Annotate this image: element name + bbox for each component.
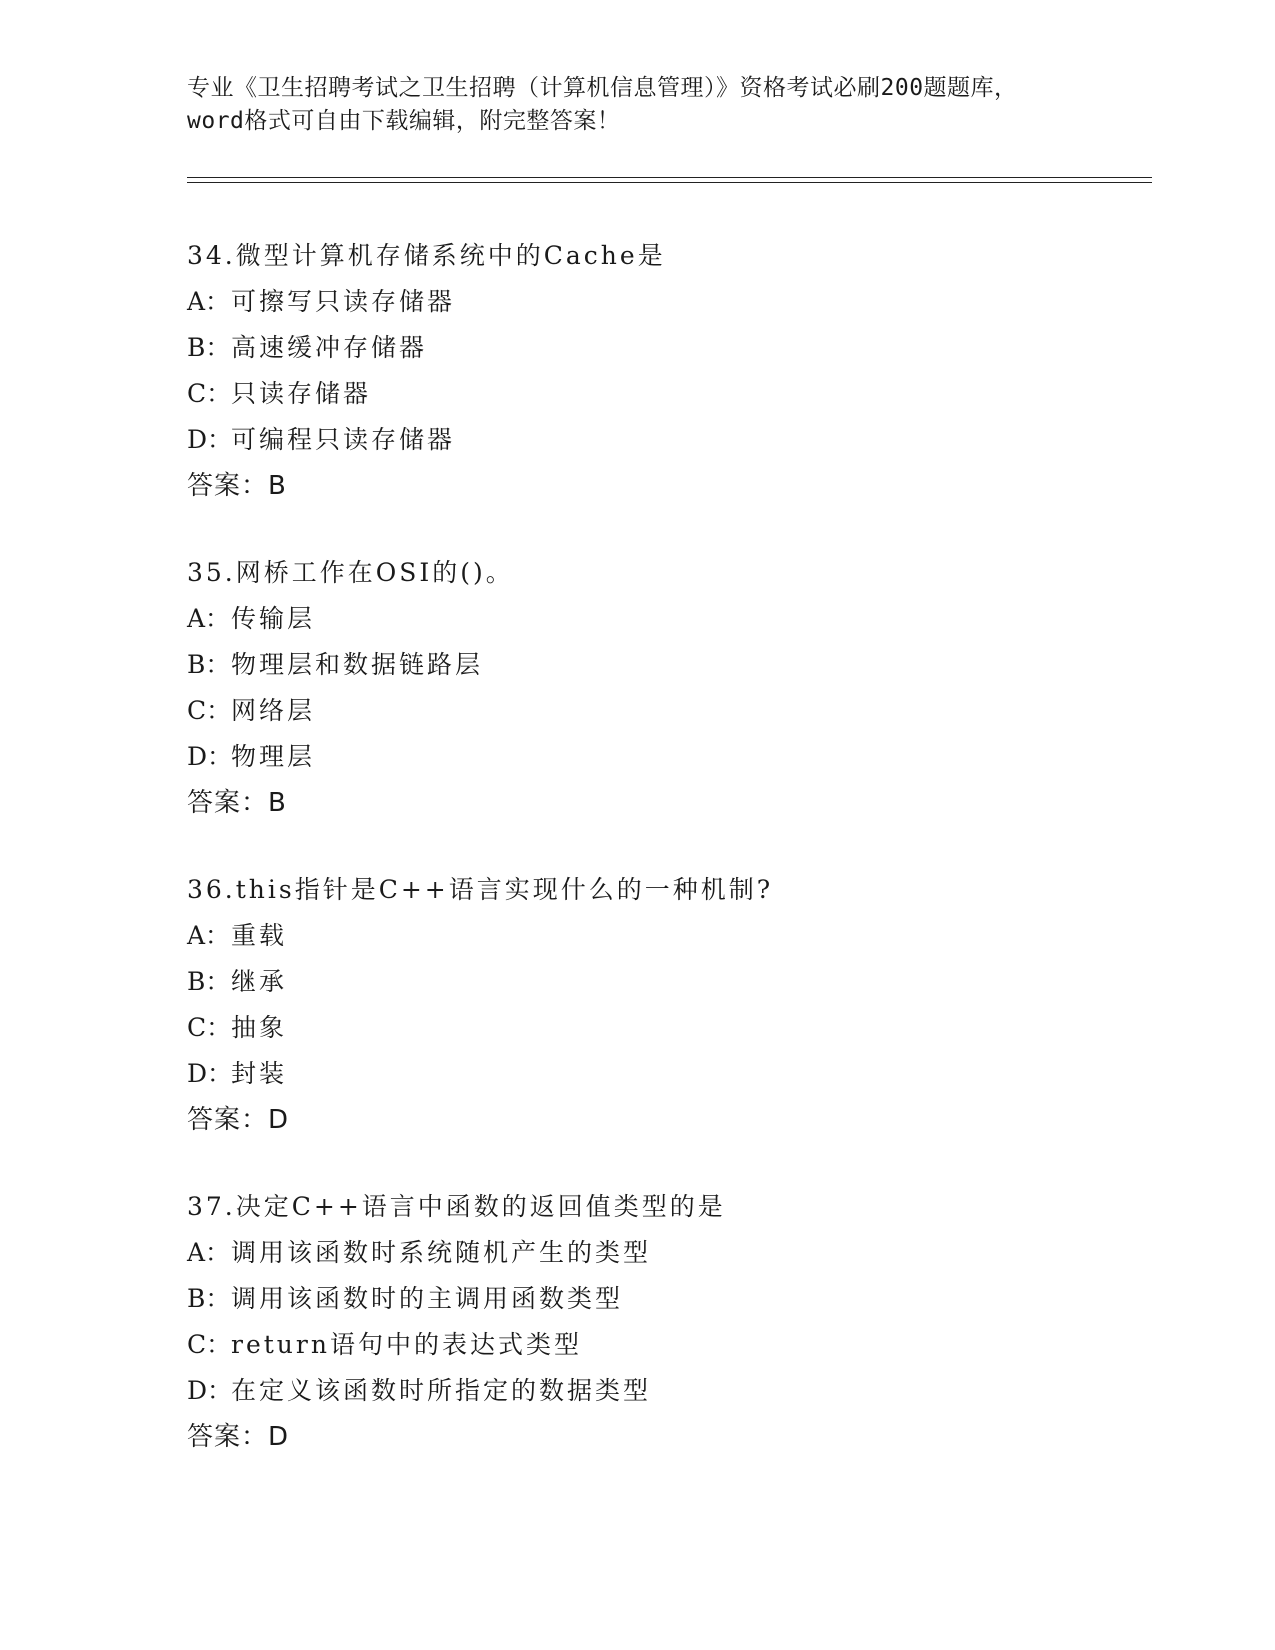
header-line-1: 专业《卫生招聘考试之卫生招聘（计算机信息管理）》资格考试必刷200题题库， (187, 75, 1018, 101)
option-text: 传输层 (231, 604, 316, 633)
option-letter: D： (187, 1059, 233, 1088)
option-d (187, 1368, 1147, 1414)
option-d (187, 417, 1147, 463)
option-c (187, 1005, 1147, 1051)
answer-key: 答案：D (187, 1105, 290, 1135)
option-text: 抽象 (231, 1013, 288, 1042)
option-text: 封装 (231, 1059, 288, 1088)
option-c (187, 688, 1147, 734)
option-d (187, 734, 1147, 780)
option-c (187, 1322, 1147, 1368)
option-d (187, 1051, 1147, 1097)
option-a (187, 913, 1147, 959)
option-a (187, 596, 1147, 642)
option-letter: C： (187, 379, 232, 408)
option-letter: C： (187, 1013, 232, 1042)
option-b (187, 325, 1147, 371)
question-35 (187, 550, 1147, 826)
option-text: 重载 (231, 921, 288, 950)
option-b (187, 1276, 1147, 1322)
answer-key: 答案：B (187, 788, 287, 818)
option-text: 调用该函数时的主调用函数类型 (231, 1284, 624, 1313)
option-letter: D： (187, 1376, 233, 1405)
option-text: 只读存储器 (231, 379, 372, 408)
option-letter: D： (187, 425, 233, 454)
answer-key: 答案：B (187, 471, 287, 501)
option-letter: A： (187, 1238, 231, 1267)
option-letter: D： (187, 742, 233, 771)
question-stem: 36.this指针是C++语言实现什么的一种机制? (187, 875, 774, 904)
option-text: 物理层和数据链路层 (231, 650, 484, 679)
option-text: 调用该函数时系统随机产生的类型 (231, 1238, 652, 1267)
option-text: return语句中的表达式类型 (231, 1330, 582, 1359)
option-a (187, 1230, 1147, 1276)
option-b (187, 642, 1147, 688)
option-text: 高速缓冲存储器 (231, 333, 428, 362)
option-letter: C： (187, 1330, 232, 1359)
document-header (187, 72, 1087, 138)
option-letter: A： (187, 287, 231, 316)
question-stem: 37.决定C++语言中函数的返回值类型的是 (187, 1192, 726, 1221)
option-text: 物理层 (231, 742, 316, 771)
option-text: 可编程只读存储器 (231, 425, 456, 454)
header-divider-top (187, 177, 1152, 178)
answer-key: 答案：D (187, 1422, 290, 1452)
option-letter: A： (187, 604, 231, 633)
question-stem: 35.网桥工作在OSI的()。 (187, 558, 514, 587)
option-text: 可擦写只读存储器 (231, 287, 456, 316)
option-text: 继承 (231, 967, 288, 996)
option-c (187, 371, 1147, 417)
question-stem: 34.微型计算机存储系统中的Cache是 (187, 241, 666, 270)
option-a (187, 279, 1147, 325)
option-letter: B： (187, 650, 231, 679)
question-34 (187, 233, 1147, 509)
option-letter: B： (187, 1284, 231, 1313)
option-text: 网络层 (231, 696, 316, 725)
option-letter: C： (187, 696, 232, 725)
option-letter: A： (187, 921, 231, 950)
option-b (187, 959, 1147, 1005)
option-text: 在定义该函数时所指定的数据类型 (231, 1376, 652, 1405)
question-list (187, 233, 1147, 1501)
header-line-2: word格式可自由下载编辑，附完整答案！ (187, 108, 621, 134)
header-divider-bottom (187, 182, 1152, 183)
option-letter: B： (187, 333, 231, 362)
question-37 (187, 1184, 1147, 1460)
question-36 (187, 867, 1147, 1143)
option-letter: B： (187, 967, 231, 996)
